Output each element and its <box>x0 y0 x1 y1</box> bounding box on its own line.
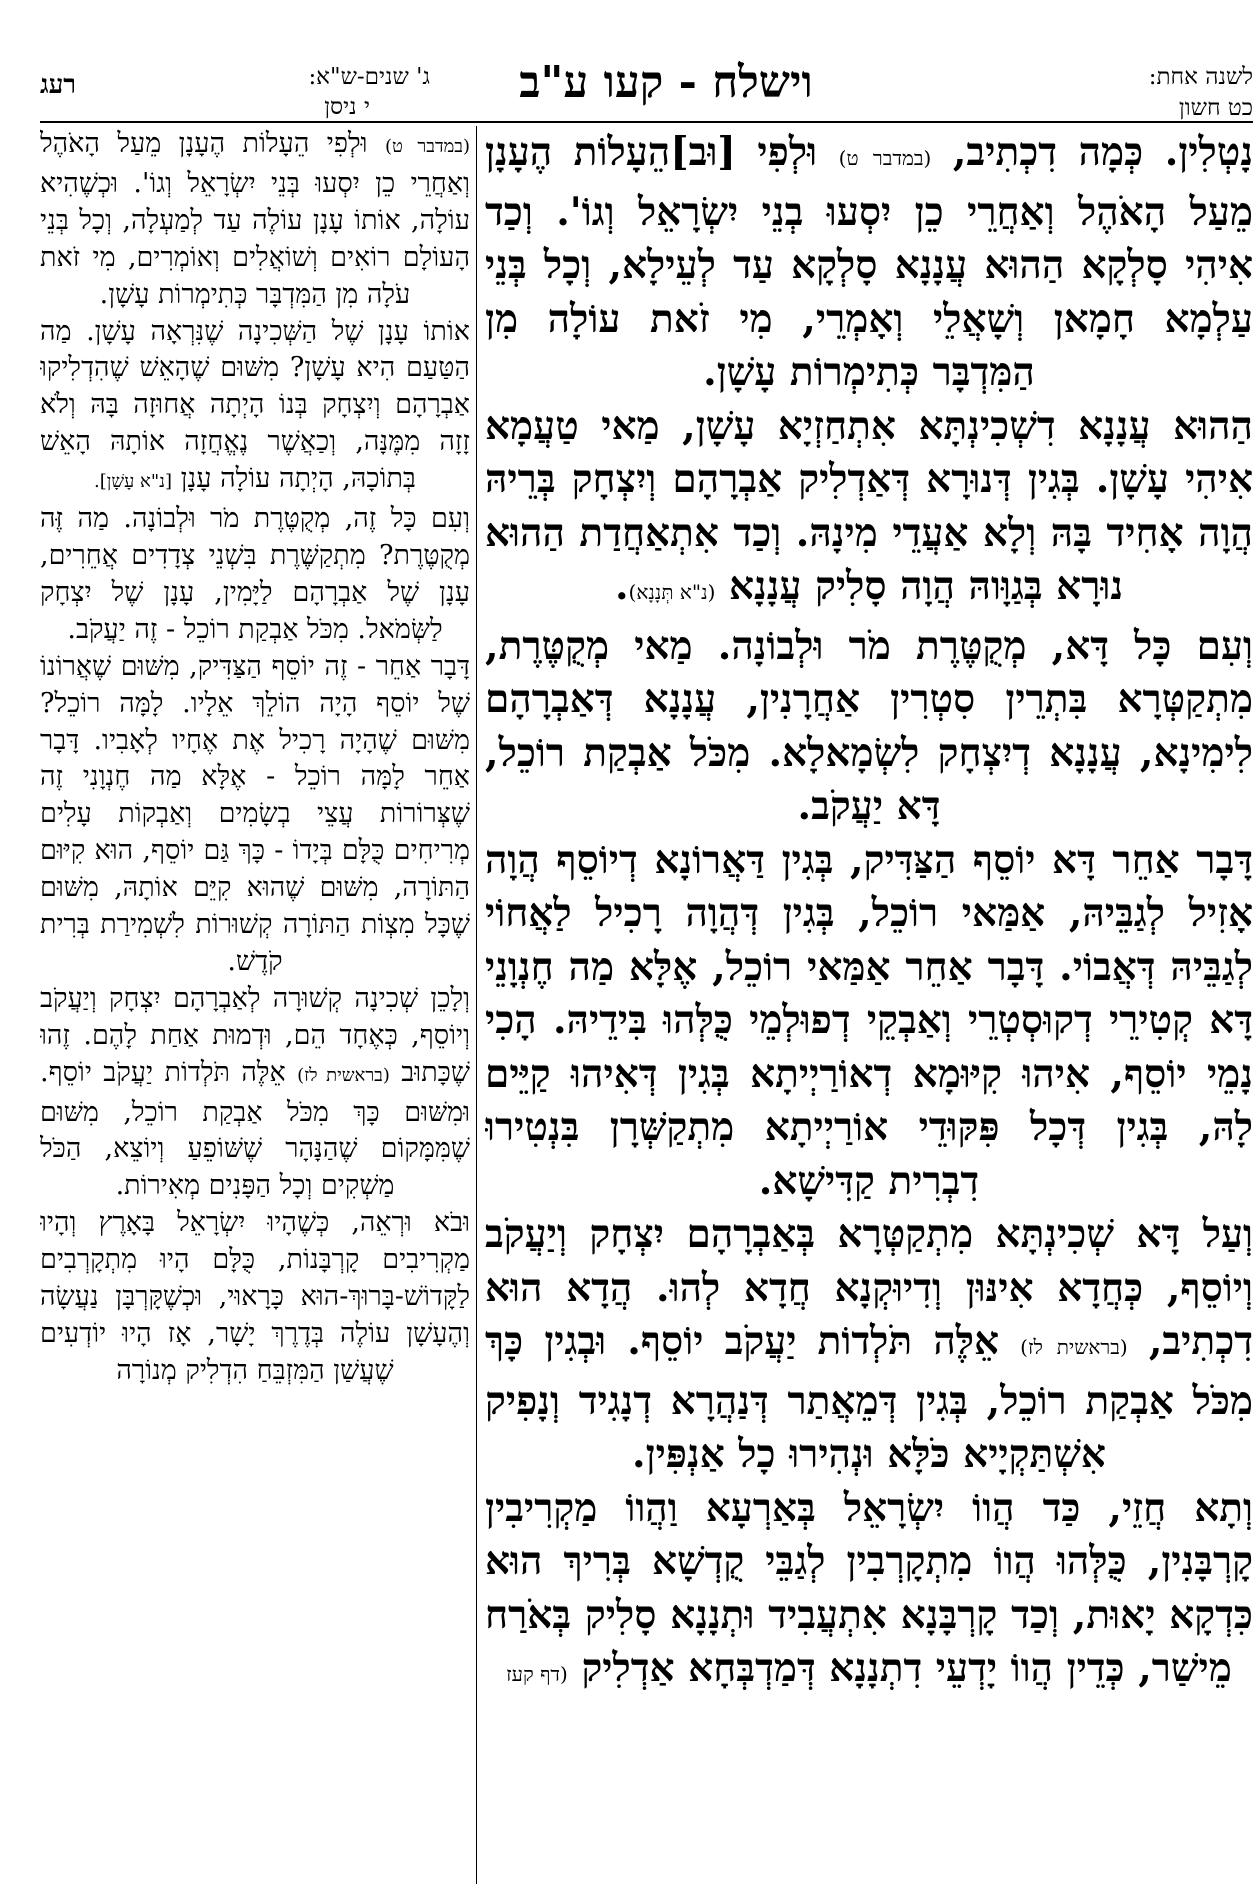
one-year-schedule-label: לשנה אחת: <box>1148 64 1253 90</box>
commentary-text: וּבֹא וּרְאֵה, כְּשֶׁהָיוּ יִשְׂרָאֵל בָּאָרֶץ וְהָיוּ מַקְרִיבִים קָרְבָּנוֹת, כֻּלָּם הָיוּ מִתְקָרְבִים לַקָּדוֹשׁ-בָּרוּךְ-הוּא כָּרָאוּי, וּכְשֶׁקָּרְבָּן נַעֲשָׂה וְהֶעָשָׁן עוֹלֶה בְּדֶרֶךְ יָשָׁר, אָז הָיוּ יוֹדְעִים שֶׁעֲשַׁן הַמִּזְבֵּחַ הִדְלִיק מְנוֹרָה <box>40 1207 470 1386</box>
main-text: נָטְלִין. כְּמָה דִכְתִיב, <box>952 129 1253 175</box>
commentary-text: אֵלֶּה תֹּלְדוֹת יַעֲקֹב יוֹסֵף. וּמִשּׁוּם כָּךְ מִכֹּל אַבְקַת רוֹכֵל, מִשּׁוּם שֶׁמִּמָּקוֹם שֶׁהַנָּהָר שֶׁשּׁוֹפֵעַ וְיוֹצֵא, הַכֹּל מַשְׁקִים וְכָל הַפָּנִים מְאִירוֹת. <box>40 1056 470 1202</box>
three-year-schedule-label: ג' שנים-ש"א: <box>308 64 430 90</box>
main-paragraph-1 <box>485 126 1253 400</box>
main-text: וּלְפִי [וּב]הֵעָלוֹת הֶעָנָן מֵעַל הָאֹהֶל וְאַחֲרֵי כֵן יִסְעוּ בְנֵי יִשְׂרָאֵל וְגוֹ'. וְכַד אִיהִי סָלְקָא הַהוּא עֲנָנָא סָלְקָא עַד לְעֵילָא, וְכָל בְּנֵי עַלְמָא חָמָאן וְשָׁאֲלֵי וְאָמְרֵי, מִי זֹאת עוֹלָה מִן הַמִּדְבָּר כְּתִימְרוֹת עָשָׁן. <box>485 129 1253 395</box>
source-reference: (במדבר ט) <box>838 146 932 170</box>
variant-reading: [נ"א עָשָׁן]. <box>94 471 172 493</box>
source-reference: (בראשית לז) <box>1020 1335 1128 1359</box>
commentary-paragraph-4 <box>40 649 470 981</box>
main-paragraph-4 <box>485 834 1253 1209</box>
commentary-paragraph-2 <box>40 314 470 502</box>
main-text: אֵלֶּה תֹּלְדוֹת יַעֲקֹב יוֹסֵף. וּבְגִין כָּךְ מִכֹּל אַבְקַת רוֹכֵל, בְּגִין דְּמֵאֲתַר דְּנַהֲרָא דְנָגִיד וְנָפִיק אִשְׁתַּקְיָיא כֹּלָּא וּנְהִירוּ כָל אַנְפִּין. <box>485 1318 1253 1477</box>
commentary-paragraph-1 <box>40 126 470 314</box>
commentary-text: וְעִם כָּל זֶה, מְקֻטֶּרֶת מֹר וּלְבוֹנָה. מַה זֶּה מְקֻטֶּרֶת? מִתְקַשֶּׁרֶת בִּשְׁנֵי צְדָדִים אֲחֵרִים, עָנָן שֶׁל אַבְרָהָם לַיָּמִין, עָנָן שֶׁל יִצְחָק לַשְּׂמֹאל. מִכֹּל אַבְקַת רוֹכֵל - זֶה יַעֲקֹב. <box>40 503 470 645</box>
commentary-paragraph-3 <box>40 501 470 649</box>
one-year-schedule-date: כט חשון <box>1178 95 1253 121</box>
three-year-schedule-date: י ניסן <box>324 94 370 120</box>
source-reference: (במדבר ט) <box>384 136 470 157</box>
commentary-text: דָּבָר אַחֵר - זֶה יוֹסֵף הַצַּדִּיק, מִשּׁוּם שֶׁאֲרוֹנוֹ שֶׁל יוֹסֵף הָיָה הוֹלֵךְ אֵלָיו. לָמָּה רוֹכֵל? מִשּׁוּם שֶׁהָיָה רָכִיל אֶת אֶחָיו לְאָבִיו. דָּבָר אַחֵר לָמָּה רוֹכֵל - אֶלָּא מַה חֶנְוָנִי זֶה שֶׁצְּרוֹרוֹת עֲצֵי בְשָׂמִים וְאַבְקוֹת עָלִים מְרִיחִים כֻּלָּם בְּיָדוֹ - כָּךְ גַּם יוֹסֵף, הוּא קִיּוּם הַתּוֹרָה, מִשּׁוּם שֶׁהוּא קִיֵּם אוֹתָהּ, מִשּׁוּם שֶׁכָּל מִצְוֹת הַתּוֹרָה קְשׁוּרוֹת לִשְׁמִירַת בְּרִית קֹדֶשׁ. <box>40 650 470 977</box>
commentary-paragraph-5 <box>40 981 470 1205</box>
main-paragraph-2 <box>485 400 1253 620</box>
main-text-column <box>485 126 1253 1884</box>
page-title: וישלח - קעו ע"ב <box>519 57 813 108</box>
commentary-text: אוֹתוֹ עָנָן שֶׁל הַשְּׁכִינָה שֶׁנִּרְאָה עָשָׁן. מַה הַטַּעַם הִיא עָשָׁן? מִשּׁוּם שֶׁהָאֵשׁ שֶׁהִדְלִיקוּ אַבְרָהָם וְיִצְחָק בְּנוֹ הָיְתָה אֲחוּזָה בָּהּ וְלֹא זָזָה מִמֶּנָּה, וְכַאֲשֶׁר נֶאֱחֲזָה אוֹתָהּ הָאֵשׁ בְּתוֹכָהּ, הָיְתָה עוֹלָה עָנָן <box>40 315 470 495</box>
commentary-text: וְלָכֵן שְׁכִינָה קְשׁוּרָה לְאַבְרָהָם יִצְחָק וְיַעֲקֹב וְיוֹסֵף, כְּאֶחָד הֵם, וּדְמוּת אַחַת לָהֶם. זֶהוּ שֶׁכָּתוּב <box>40 982 470 1088</box>
main-paragraph-6 <box>485 1482 1253 1702</box>
main-text: וְעַל דָּא שְׁכִינְתָּא מִתְקַטְּרָא בְּאַבְרָהָם יִצְחָק וְיַעֲקֹב וְיוֹסֵף, כְּחֲדָא אִינּוּן וְדִיוּקְנָא חֲדָא לְהוּ. הֲדָא הוּא דִכְתִיב, <box>485 1211 1253 1364</box>
main-text: דָּבָר אַחֵר דָּא יוֹסֵף הַצַּדִּיק, בְּגִין דַּאֲרוֹנָא דְיוֹסֵף הֲוָה אָזִיל לְגַבֵּיהּ, אַמַּאי רוֹכֵל, בְּגִין דְּהֲוָה רָכִיל לַאֲחוֹי לְגַבֵּיהּ דְּאֲבוֹי. דָּבָר אַחֵר אַמַּאי רוֹכֵל, אֶלָּא מַה חֶנְוָנֵי דָּא קְטִירֵי דְקוּסְטְרֵי וְאַבְקֵי דְפוּלְמֵי כֻּלְּהוּ בִּידֵיהּ. הָכִי נָמֵי יוֹסֵף, אִיהוּ קִיּוּמָא דְאוֹרַיְיתָא בְּגִין דְּאִיהוּ קַיֵּים לָהּ, בְּגִין דְּכָל פִּקּוּדֵי אוֹרַיְיתָא מִתְקַשְּׁרָן בִּנְטִירוּ דִבְרִית קַדִּישָׁא. <box>485 836 1253 1204</box>
main-text: וְעִם כָּל דָּא, מְקֻטֶּרֶת מֹר וּלְבוֹנָה. מַאי מְקֻטֶּרֶת, מִתְקַטְּרָא בִּתְרֵין סִטְרִין אַחֲרָנִין, עֲנָנָא דְּאַבְרָהָם לִימִינָא, עֲנָנָא דְיִצְחָק לִשְׂמָאלָא. מִכֹּל אַבְקַת רוֹכֵל, דָּא יַעֲקֹב. <box>485 622 1253 829</box>
main-paragraph-3 <box>485 620 1253 834</box>
commentary-column <box>40 126 470 1884</box>
main-text: וְתָא חֲזֵי, כַּד הֲווֹ יִשְׂרָאֵל בְּאַרְעָא וַהֲווֹ מַקְרִיבִין קָרְבָּנִין, כֻּלְּהוּ הֲווֹ מִתְקָרְבִין לְגַבֵּי קֻדְשָׁא בְּרִיךְ הוּא כִּדְקָא יָאוּת, וְכַד קָרְבָּנָא אִתְעֲבִיד וּתְנָנָא סָלִיק בְּאֹרַח מֵישַׁר, כְּדֵין הֲווֹ יָדְעֵי דִתְנָנָא דְּמַדְבְּחָא אַדְלִיק <box>485 1484 1253 1691</box>
page-number: רעג <box>40 70 77 100</box>
header-left <box>40 62 430 122</box>
main-text: . <box>614 563 629 609</box>
header-right <box>1013 62 1253 124</box>
header-divider <box>40 121 1253 123</box>
column-divider <box>476 126 477 1884</box>
main-text: הַהוּא עֲנָנָא דִשְׁכִינְתָּא אִתְחַזְיָא עָשָׁן, מַאי טַעֲמָא אִיהִי עָשָׁן. בְּגִין דְּנוּרָא דְּאַדְלִיק אַבְרָהָם וְיִצְחָק בְּרֵיהּ הֲוָה אָחִיד בָּהּ וְלָא אַעֲדֵי מִינָהּ. וְכַד אִתְאַחֲדַת הַהוּא נוּרָא בְּגַוָּוהּ הֲוָה סָלִיק עֲנָנָא <box>485 402 1253 609</box>
commentary-paragraph-6 <box>40 1205 470 1390</box>
main-paragraph-5 <box>485 1208 1253 1482</box>
variant-reading: (נ"א תְּנָנָא) <box>628 580 716 604</box>
page-reference: (דף קעז <box>506 1662 568 1686</box>
commentary-text: וּלְפִי הֵעָלוֹת הֶעָנָן מֵעַל הָאֹהֶל וְאַחֲרֵי כֵן יִסְעוּ בְּנֵי יִשְׂרָאֵל וְגוֹ'. וּכְשֶׁהִיא עוֹלָה, אוֹתוֹ עָנָן עוֹלֶה עַד לְמַעְלָה, וְכָל בְּנֵי הָעוֹלָם רוֹאִים וְשׁוֹאֲלִים וְאוֹמְרִים, מִי זֹאת עֹלָה מִן הַמִּדְבָּר כְּתִימְרוֹת עָשָׁן. <box>40 128 470 310</box>
source-reference: (בראשית לז) <box>297 1064 390 1086</box>
